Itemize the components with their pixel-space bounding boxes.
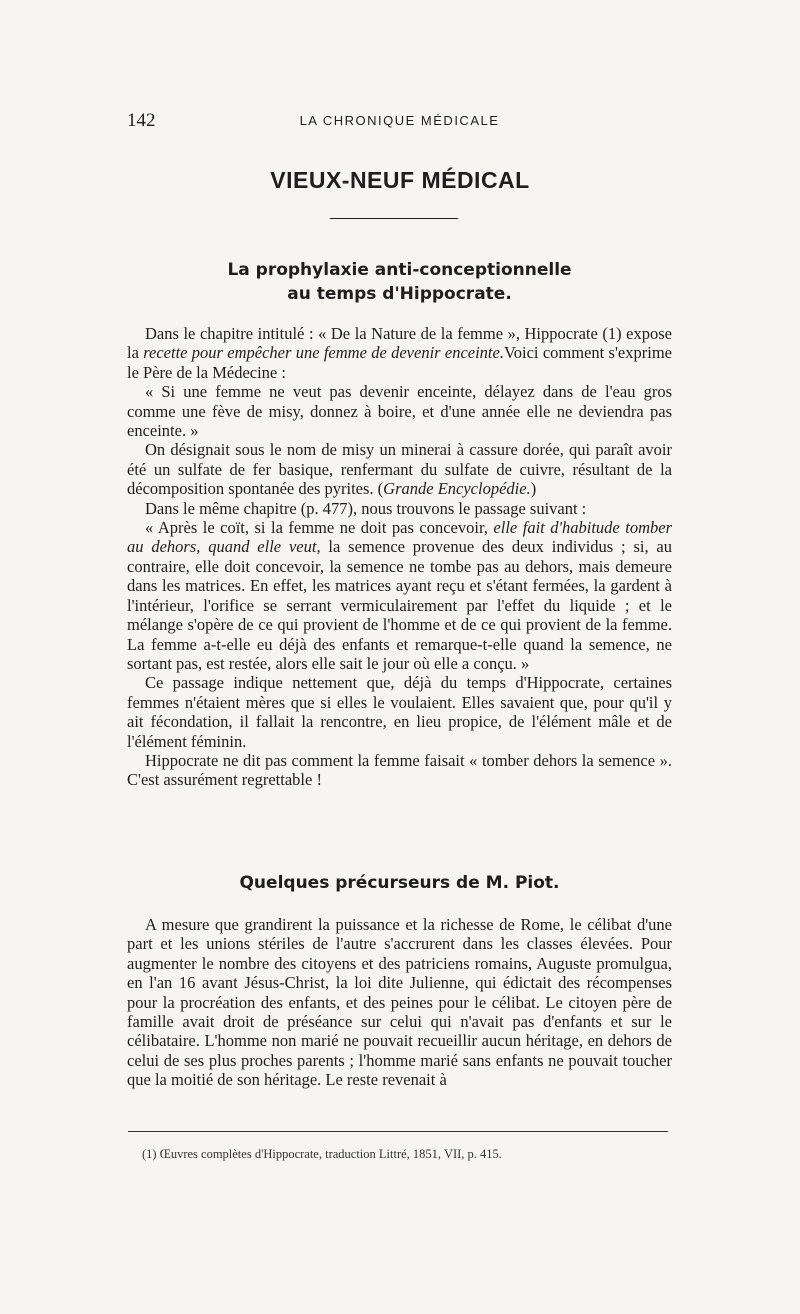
italic-run: elle fait d'habitude tomber au dehors, quand elle veut, — [127, 518, 672, 557]
footnote-divider — [128, 1131, 668, 1132]
page-number: 142 — [127, 110, 156, 131]
section-title-prophylaxie — [127, 258, 672, 306]
section-title-line: au temps d'Hippocrate. — [287, 284, 512, 304]
paragraph: « Si une femme ne veut pas devenir enceinte, délayez dans de l'eau gros comme une fève de misy, donnez à boire, et d'une année elle ne deviendra pas enceinte. » — [127, 382, 672, 441]
text-run: On désignait sous le nom de misy un minerai à cassure dorée, qui paraît avoir été un sulfate de fer basique, renfermant du sulfate de cuivre, résultant de la décomposition spontanée des pyrites. ( — [127, 440, 672, 499]
text-run: ) — [530, 479, 537, 499]
paragraph: Ce passage indique nettement que, déjà du temps d'Hippocrate, certaines femmes n'étaient mères que si elles le voulaient. Elles savaient que, pour qu'il y ait fécondation, il fallait la rencontre, en lieu propice, de l'élément mâle et de l'élément féminin. — [127, 673, 672, 751]
main-title: VIEUX-NEUF MÉDICAL — [270, 167, 530, 193]
section-title-line: La prophylaxie anti-conceptionnelle — [227, 260, 572, 280]
text-run: « Après le coït, si la femme ne doit pas concevoir, — [145, 518, 494, 538]
paragraph — [127, 324, 672, 382]
text-run: Dans le chapitre intitulé : « De la Nature de la femme », Hippocrate (1) expose la — [127, 324, 672, 363]
italic-run: Grande Encyclopédie. — [383, 479, 531, 499]
section-title-precurseurs: Quelques précurseurs de M. Piot. — [239, 873, 560, 893]
title-divider — [330, 218, 458, 219]
text-run: la semence provenue des deux individus ; si, au contraire, elle doit concevoir, la semence ne tombe pas au dehors, mais demeure dans les matrices. En effet, les matrices ayant reçu et s'étant fermées, la gardent à l'intérieur, l'orifice se serrant vermiculairement par l'effet du liquide ; et le mélange s'opère de ce qui provient de l'homme et de ce qui provient de la femme. La femme a-t-elle eu déjà des enfants et remarque-t-elle quand la semence, ne sortant pas, est restée, alors elle sait le jour où elle a conçu. » — [127, 537, 672, 673]
paragraph: Hippocrate ne dit pas comment la femme faisait « tomber dehors la semence ». C'est assurément regrettable ! — [127, 750, 672, 790]
article-body-prophylaxie — [127, 324, 672, 790]
paragraph — [127, 518, 672, 673]
text-run: Voici comment s'exprime le Père de la Médecine : — [127, 343, 672, 382]
paragraph: Dans le même chapitre (p. 477), nous trouvons le passage suivant : — [145, 498, 587, 518]
running-head — [127, 110, 672, 132]
footnote: (1) Œuvres complètes d'Hippocrate, traduction Littré, 1851, VII, p. 415. — [142, 1147, 502, 1161]
paragraph — [127, 440, 672, 498]
italic-run: recette pour empêcher une femme de devenir enceinte. — [143, 343, 504, 363]
article-body-precurseurs — [127, 915, 672, 1090]
paragraph: A mesure que grandirent la puissance et la richesse de Rome, le célibat d'une part et les unions stériles de l'autre s'accrurent dans les classes élevées. Pour augmenter le nombre des citoyens et des patriciens romains, Auguste promulgua, en l'an 16 avant Jésus-Christ, la loi dite Julienne, qui édictait des récompenses pour la procréation des enfants, et des peines pour le célibat. Le citoyen père de famille avait droit de préséance sur celui qui n'avait pas d'enfants et sur le célibataire. L'homme non marié ne pouvait recueillir aucun héritage, en dehors de celui de ses plus proches parents ; l'homme marié sans enfants ne pouvait toucher que la moitié de son héritage. Le reste revenait à — [127, 915, 672, 1090]
journal-title: LA CHRONIQUE MÉDICALE — [299, 113, 500, 128]
